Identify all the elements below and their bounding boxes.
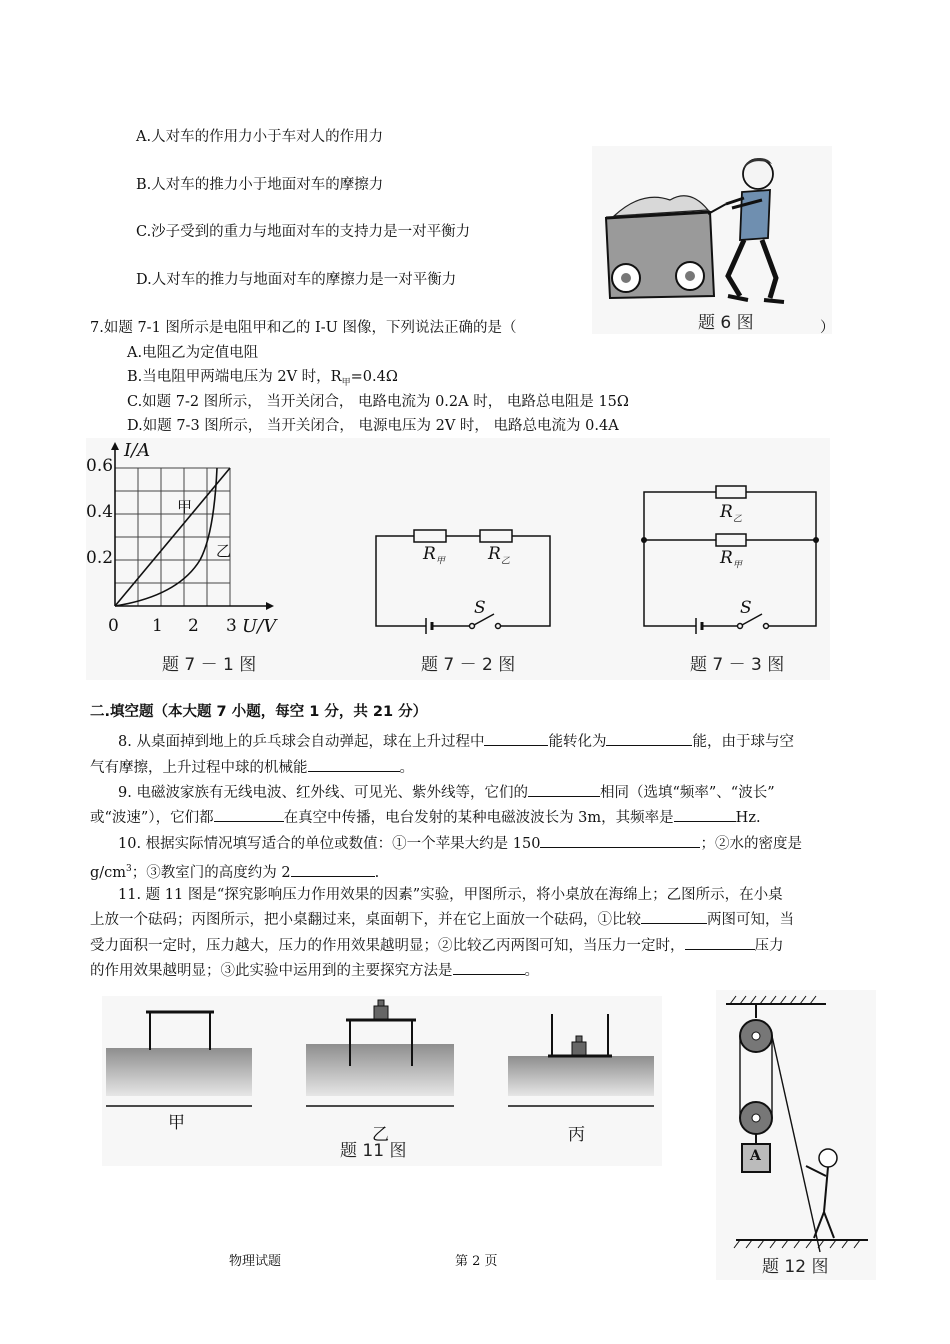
figure-11-caption: 题 11 图 [340, 1141, 407, 1161]
q11-l2-b: 两图可知，当 [707, 912, 794, 928]
fig11-label-yi: 乙 [372, 1125, 389, 1145]
figure-6 [592, 146, 832, 334]
x-axis-label: U/V [242, 616, 277, 637]
q8-l1-b: 能转化为 [548, 734, 607, 750]
q9-l2-a: 或“波速”），它们都 [90, 810, 214, 826]
q10-l1-b: ；②水的密度是 [700, 836, 802, 852]
q9-line-2 [90, 806, 761, 830]
x-tick-3: 3 [226, 616, 237, 636]
q9-blank-1[interactable] [528, 781, 600, 797]
q7-option-b-part1: B.当电阻甲两端电压为 2V 时，R [127, 369, 342, 385]
y-tick-0-2: 0.2 [86, 548, 114, 568]
q8-l2-a: 气有摩擦，上升过程中球的机械能 [90, 760, 308, 776]
y-tick-0-6: 0.6 [86, 456, 114, 476]
q10-line-1 [118, 832, 802, 856]
q10-line-2 [90, 857, 379, 885]
fig7-2-r-jia-sub: 甲 [435, 556, 445, 567]
fig7-3-r-jia-label [720, 548, 742, 570]
q11-blank-1[interactable] [641, 908, 707, 924]
q11-l2-a: 上放一个砝码；丙图所示，把小桌翻过来，桌面朝下，并在它上面放一个砝码，①比较 [90, 912, 641, 928]
q11-line-1: 11. 题 11 图是“探究影响压力作用效果的因素”实验，甲图所示，将小桌放在海绵上；乙图所示，在小桌 [118, 887, 783, 903]
q11-blank-3[interactable] [453, 959, 525, 975]
y-axis-arrow-icon [111, 442, 119, 450]
fig7-3-r-jia-letter: R [720, 548, 733, 568]
q8-l1-a: 8. 从桌面掉到地上的乒乓球会自动弹起，球在上升过程中 [118, 734, 485, 750]
q6-option-b: B.人对车的推力小于地面对车的摩擦力 [136, 177, 384, 193]
figure-7-3-caption: 题 7 － 3 图 [690, 655, 785, 675]
fig12-block-label: A [750, 1148, 761, 1164]
fig11-label-jia: 甲 [168, 1113, 185, 1133]
q11-l4-a: 的作用效果越明显；③此实验中运用到的主要探究方法是 [90, 963, 453, 979]
q9-l2-c: Hz. [735, 810, 761, 826]
figure-7-2-caption: 题 7 － 2 图 [421, 655, 516, 675]
fig7-3-r-jia-sub: 甲 [732, 560, 742, 571]
q8-blank-2[interactable] [606, 730, 692, 746]
curve-jia-label: 甲 [177, 498, 193, 516]
q10-l2-sup: 3 [126, 864, 132, 874]
fig7-2-r-jia-label [423, 544, 445, 566]
x-tick-1: 1 [152, 616, 163, 636]
fig7-2-r-jia-letter: R [423, 544, 436, 564]
fig7-2-r-yi-label [488, 544, 510, 566]
y-axis-label: I/A [124, 440, 151, 461]
q11-line-4 [90, 959, 539, 983]
figure-11 [102, 996, 662, 1166]
iu-graph [86, 438, 316, 638]
q6-option-a: A.人对车的作用力小于车对人的作用力 [136, 129, 384, 145]
q8-line-1 [118, 730, 794, 754]
fig11-label-bing: 丙 [568, 1125, 585, 1145]
q10-blank-2[interactable] [291, 861, 375, 877]
q7-option-b-subscript: 甲 [341, 377, 351, 388]
fig7-2-switch-label: S [474, 598, 486, 618]
q7-stem: 7.如题 7-1 图所示是电阻甲和乙的 I-U 图像，下列说法正确的是（ [90, 320, 517, 336]
x-axis-arrow-icon [266, 602, 274, 610]
q7-option-d: D.如题 7-3 图所示， 当开关闭合， 电源电压为 2V 时， 电路总电流为 0.4A [127, 418, 619, 434]
y-tick-0-4: 0.4 [86, 502, 114, 522]
q10-l2-c: . [374, 864, 380, 881]
footer-page-number: 第 2 页 [455, 1254, 498, 1269]
q7-option-a: A.电阻乙为定值电阻 [127, 345, 259, 361]
q7-option-b-part2: =0.4Ω [350, 369, 398, 385]
fig7-3-r-yi-sub: 乙 [732, 514, 742, 525]
fig7-3-r-yi-letter: R [720, 502, 733, 522]
q6-option-c: C.沙子受到的重力与地面对车的支持力是一对平衡力 [136, 224, 471, 240]
q8-blank-1[interactable] [484, 730, 548, 746]
boy-pushing-cart-illustration [592, 146, 832, 334]
q9-l1-a: 9. 电磁波家族有无线电波、红外线、可见光、紫外线等，它们的 [118, 785, 528, 801]
fig7-2-r-yi-sub: 乙 [500, 556, 510, 567]
q8-l1-c: 能，由于球与空 [692, 734, 794, 750]
figure-7-strip [86, 438, 830, 680]
q11-l3-b: 压力 [754, 938, 784, 954]
q9-l1-b: 相同（选填“频率”、“波长” [599, 785, 775, 801]
curve-yi-label: 乙 [216, 542, 232, 560]
q11-l3-a: 受力面积一定时，压力越大，压力的作用效果越明显；②比较乙丙两图可知，当压力一定时， [90, 938, 685, 954]
figure-6-caption: 题 6 图 [698, 313, 754, 333]
q10-blank-1[interactable] [540, 832, 700, 848]
q9-line-1 [118, 781, 775, 805]
figure-7-1-caption: 题 7 － 1 图 [162, 655, 257, 675]
q8-l2-b: 。 [399, 760, 414, 776]
footer-subject: 物理试题 [229, 1254, 282, 1269]
q8-line-2 [90, 756, 414, 780]
q9-blank-3[interactable] [674, 806, 736, 822]
q10-l1-a: 10. 根据实际情况填写适合的单位或数值：①一个苹果大约是 150 [118, 836, 541, 852]
fig7-2-r-yi-letter: R [488, 544, 501, 564]
q9-l2-b: 在真空中传播，电台发射的某种电磁波波长为 3m，其频率是 [283, 810, 674, 826]
q10-l2-a: g/cm [90, 864, 127, 881]
q11-line-2 [90, 908, 794, 932]
q11-line-3 [90, 934, 784, 958]
q11-l4-b: 。 [524, 963, 539, 979]
fig7-3-r-yi-label [720, 502, 742, 524]
q9-blank-2[interactable] [214, 806, 284, 822]
q7-option-b [127, 367, 398, 393]
q11-blank-2[interactable] [685, 934, 755, 950]
pulley-system-illustration [716, 990, 876, 1280]
series-circuit [370, 524, 556, 634]
figure-12-caption: 题 12 图 [762, 1257, 829, 1277]
fig7-3-switch-label: S [740, 598, 752, 618]
q10-l2-b: ；③教室门的高度约为 2 [131, 864, 291, 881]
figure-12 [716, 990, 876, 1280]
x-tick-2: 2 [188, 616, 199, 636]
section-2-title: 二.填空题（本大题 7 小题，每空 1 分，共 21 分） [90, 704, 428, 720]
q8-blank-3[interactable] [308, 756, 400, 772]
q7-answer-bracket-end: ） [820, 320, 835, 336]
q6-option-d: D.人对车的推力与地面对车的摩擦力是一对平衡力 [136, 272, 457, 288]
x-tick-0: 0 [108, 616, 119, 636]
q7-option-c: C.如题 7-2 图所示， 当开关闭合， 电路电流为 0.2A 时， 电路总电阻是 15Ω [127, 394, 629, 410]
